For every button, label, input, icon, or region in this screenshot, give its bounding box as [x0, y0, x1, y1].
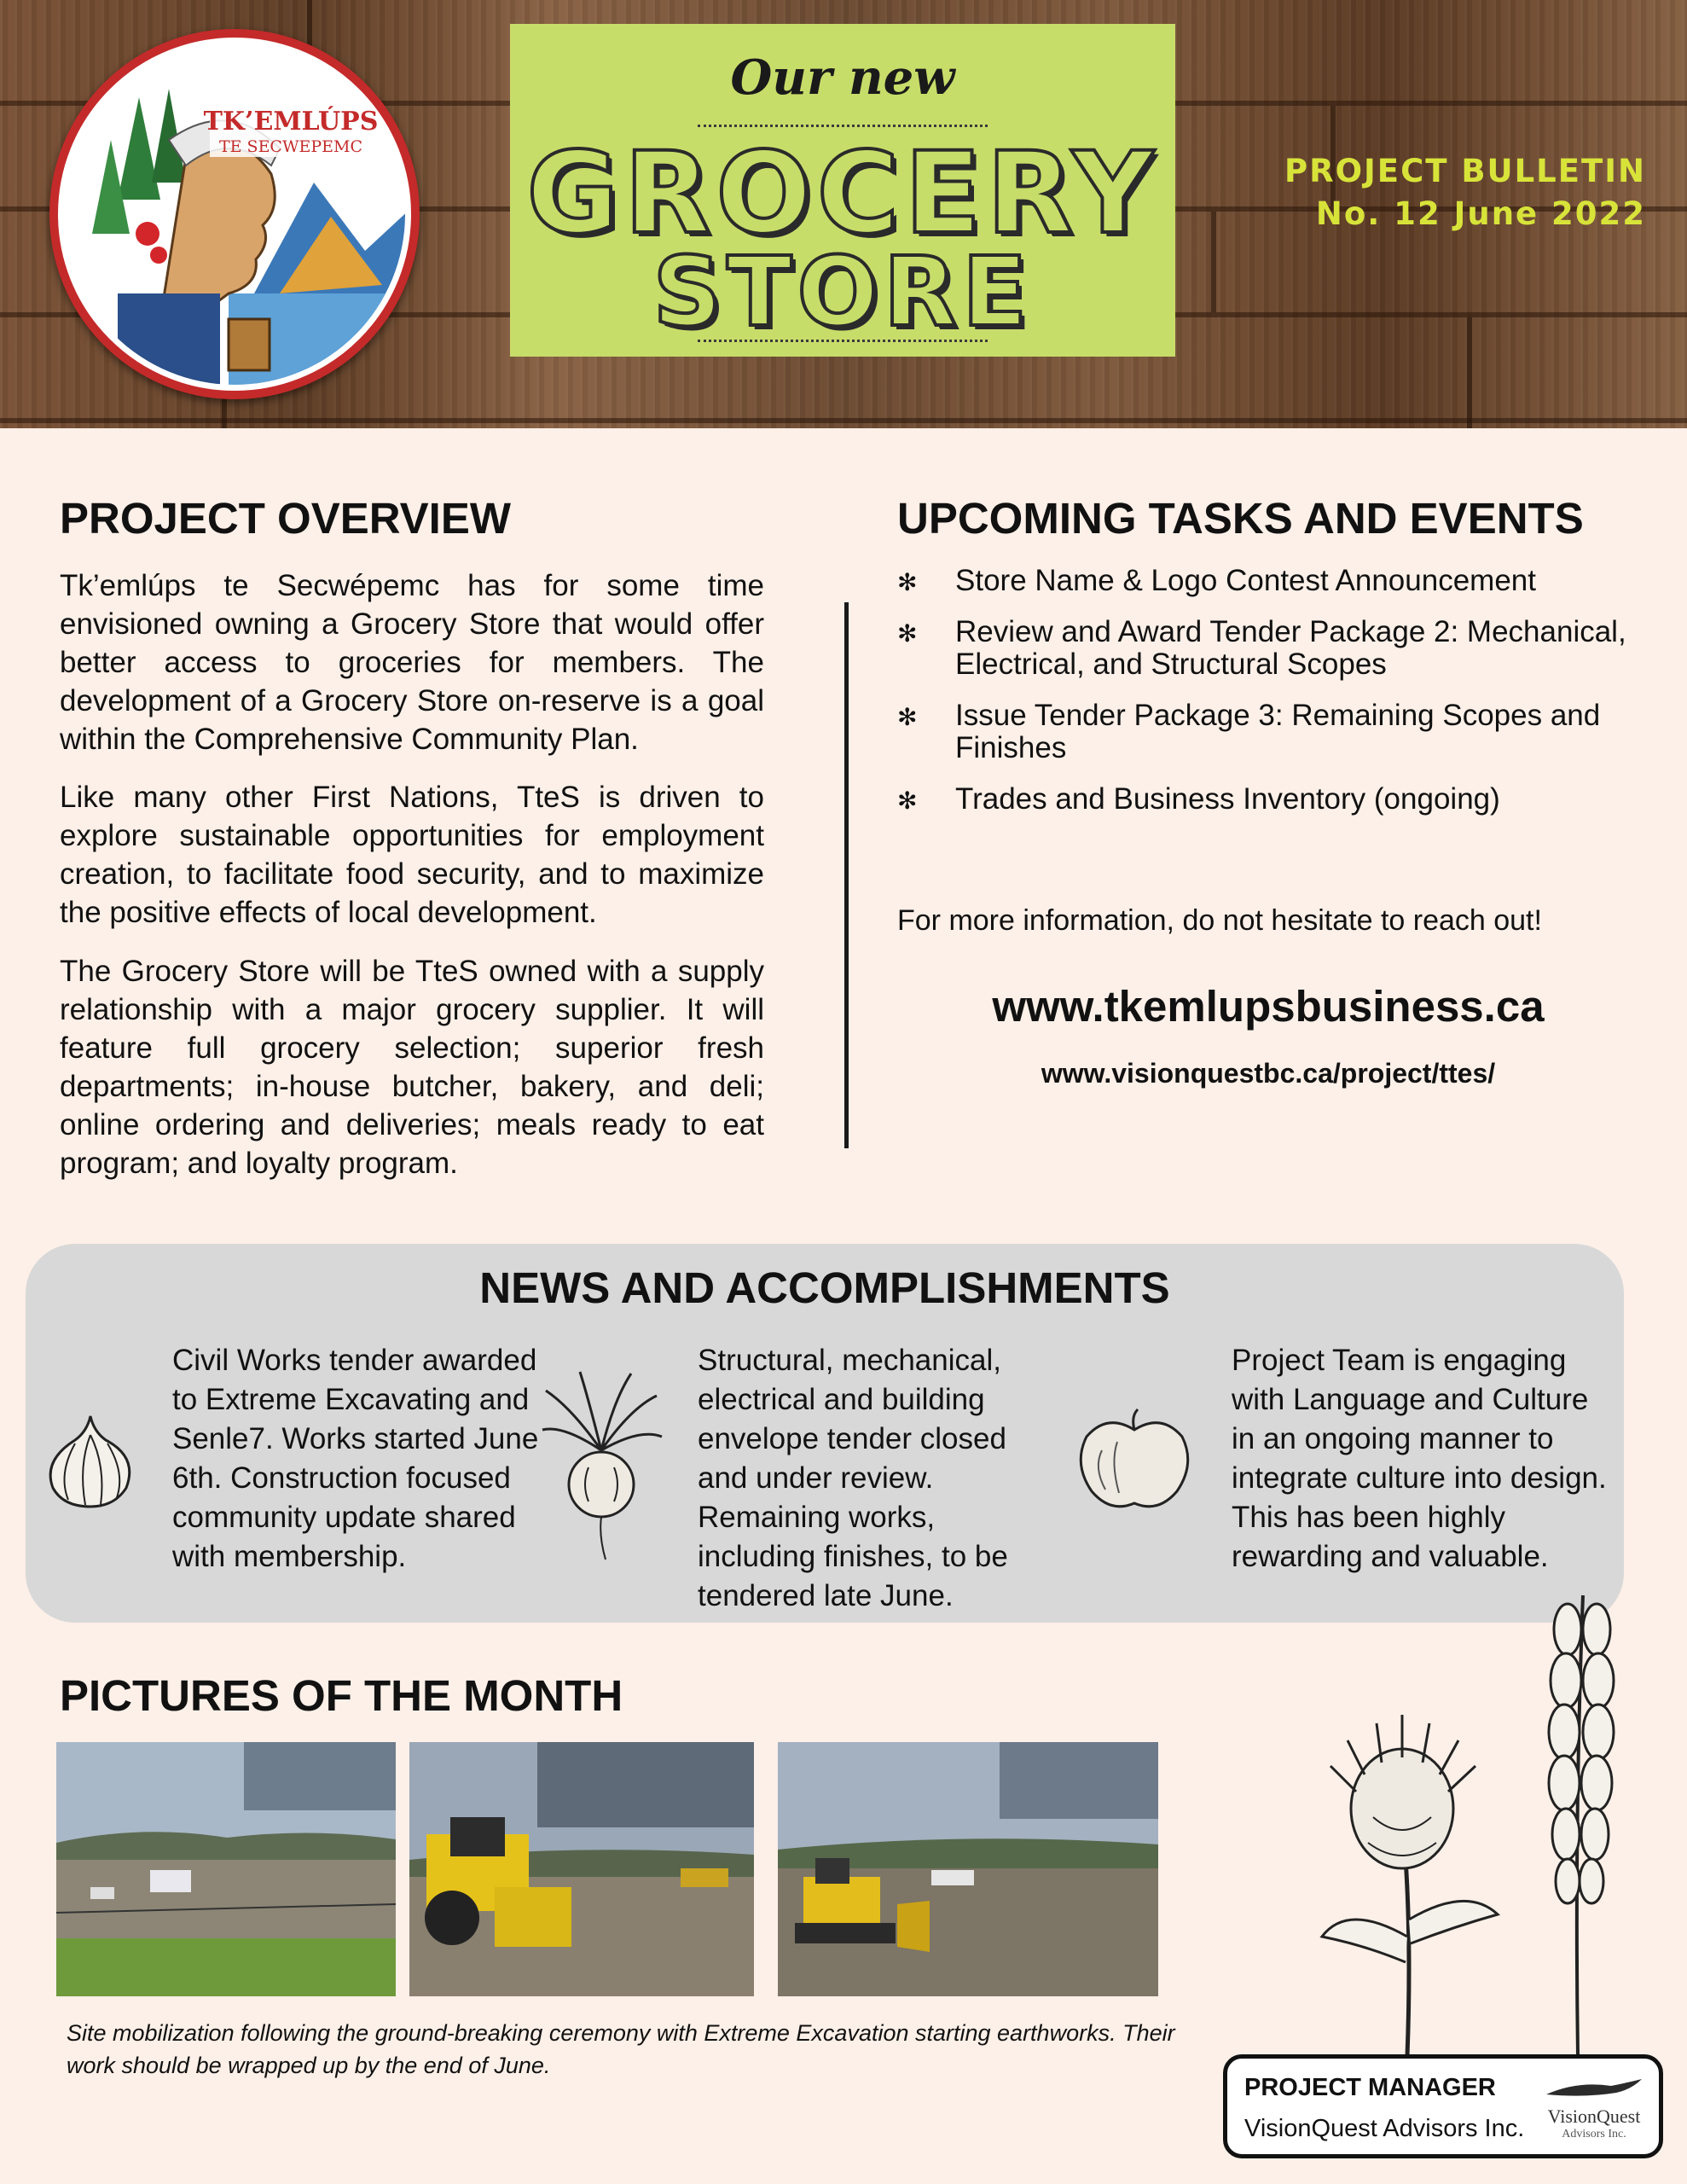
bulletin-title: PROJECT BULLETIN	[1284, 153, 1646, 189]
visionquest-project-link[interactable]: www.visionquestbc.ca/project/ttes/	[1041, 1058, 1496, 1089]
pictures-heading: PICTURES OF THE MONTH	[60, 1671, 623, 1720]
project-manager-name: VisionQuest Advisors Inc.	[1244, 2115, 1525, 2142]
task-item-label: Issue Tender Package 3: Remaining Scopes and Finishes	[955, 699, 1601, 764]
garlic-icon	[38, 1406, 143, 1516]
task-item-label: Trades and Business Inventory (ongoing)	[955, 782, 1500, 816]
tkemlups-logo	[49, 29, 420, 399]
bulletin-label	[1284, 150, 1646, 235]
title-store: STORE	[652, 237, 1033, 348]
tkemlups-business-link[interactable]: www.tkemlupsbusiness.ca	[992, 982, 1545, 1031]
wood-header	[0, 0, 1687, 428]
apple-icon	[1076, 1408, 1192, 1518]
site-photo-bulldozer	[778, 1742, 1158, 1996]
column-divider	[844, 602, 849, 1148]
title-divider-bottom	[698, 340, 988, 342]
title-card	[510, 24, 1175, 357]
task-item	[897, 700, 1648, 764]
title-divider-top	[698, 125, 988, 127]
task-item-label: Store Name & Logo Contest Announcement	[955, 564, 1536, 597]
site-photo-fenced-lot	[56, 1742, 396, 1996]
logo-artwork	[58, 38, 411, 391]
title-script: Our new	[730, 49, 955, 106]
visionquest-logo-name: VisionQuest	[1547, 2106, 1641, 2127]
bullet-icon: ✻	[897, 569, 918, 595]
overview-paragraph-1: Tk’emlúps te Secwépemc has for some time envisioned owning a Grocery Store that would offer better access to groceries for members. The development of a Grocery Store on-reserve is a goal within the Comprehensive Community Plan.	[60, 569, 764, 756]
contact-text: For more information, do not hesitate to reach out!	[897, 904, 1542, 937]
project-manager-card	[1223, 2054, 1663, 2158]
overview-heading: PROJECT OVERVIEW	[60, 494, 512, 543]
upcoming-heading: UPCOMING TASKS AND EVENTS	[897, 494, 1584, 543]
task-item	[897, 616, 1648, 681]
beet-icon	[537, 1365, 665, 1565]
bullet-icon: ✻	[897, 787, 918, 814]
news-item-culture-engagement: Project Team is engaging with Language and Culture in an ongoing manner to integrate culture into design. This has been highly rewarding and valuable.	[1232, 1344, 1607, 1573]
visionquest-logo-subtitle: Advisors Inc.	[1562, 2128, 1626, 2140]
bullet-icon: ✻	[897, 704, 918, 730]
upcoming-task-list	[897, 565, 1648, 834]
site-photo-roller-compactor	[409, 1742, 754, 1996]
news-heading: NEWS AND ACCOMPLISHMENTS	[479, 1263, 1170, 1312]
project-manager-label: PROJECT MANAGER	[1244, 2074, 1496, 2101]
title-grocery: GROCERY	[526, 128, 1159, 259]
visionquest-logo	[1534, 2077, 1654, 2141]
task-item	[897, 565, 1648, 597]
logo-name-bottom: TE SECWEPEMC	[218, 137, 363, 156]
eagle-icon	[1543, 2077, 1645, 2101]
photo-caption: Site mobilization following the ground-breaking ceremony with Extreme Excavation starting earthworks. Their work should be wrapped up by the end of June.	[67, 2020, 1175, 2078]
overview-paragraph-2: Like many other First Nations, TteS is driven to explore sustainable opportunities for employment creation, to facilitate food security, and to maximize the positive effects of local development.	[60, 781, 764, 929]
task-item	[897, 783, 1648, 816]
overview-paragraph-3: The Grocery Store will be TteS owned with a supply relationship with a major grocery supplier. It will feature full grocery selection; superior fresh departments; in-house butcher, bakery, and deli; online ordering and deliveries; meals ready to eat program; and loyalty program.	[60, 955, 764, 1180]
logo-name-top: TK’EMLÚPS	[203, 107, 379, 136]
bullet-icon: ✻	[897, 620, 918, 647]
thistle-wheat-illustration	[1296, 1561, 1655, 2060]
news-item-civil-works: Civil Works tender awarded to Extreme Excavating and Senle7. Works started June 6th. Construction focused community update shared with membership.	[172, 1344, 539, 1573]
task-item-label: Review and Award Tender Package 2: Mechanical, Electrical, and Structural Scopes	[955, 615, 1626, 681]
bulletin-issue: No. 12 June 2022	[1315, 195, 1646, 232]
news-item-structural-tender: Structural, mechanical, electrical and building envelope tender closed and under review. Remaining works, including finishes, to be tendered late June.	[698, 1344, 1008, 1612]
